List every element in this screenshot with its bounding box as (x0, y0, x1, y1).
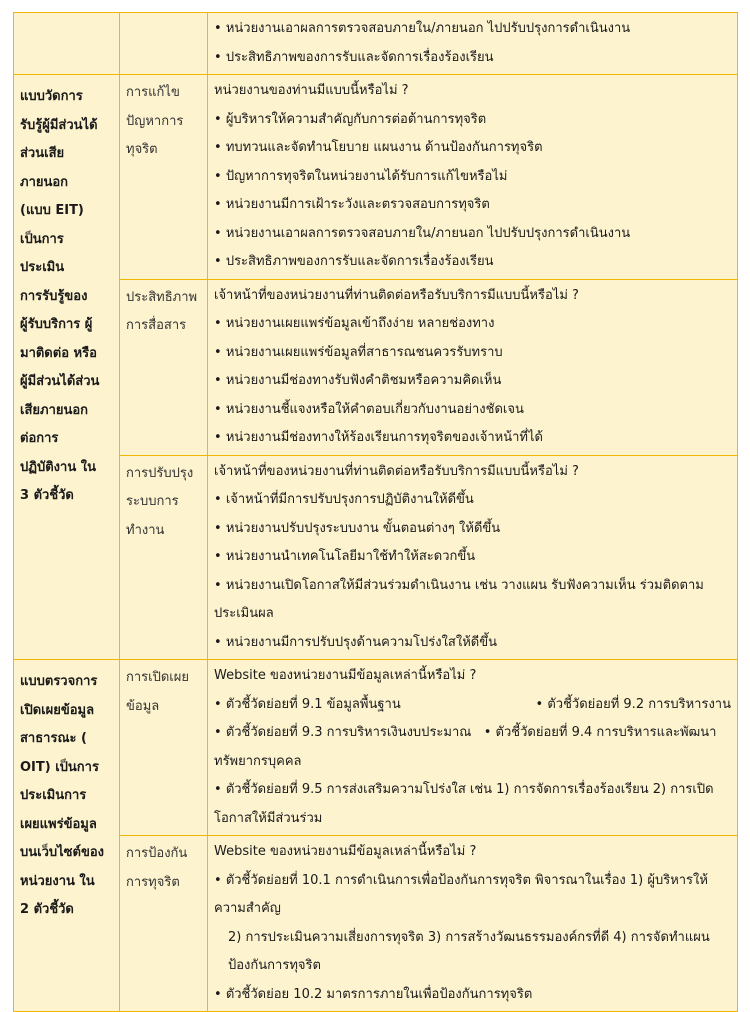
table-row (14, 455, 738, 660)
table-row (14, 13, 738, 75)
items-cell (208, 75, 738, 280)
list-item: • ทบทวนและจัดทำนโยบาย แผนงาน ด้านป้องกันการทุจริต (214, 134, 731, 163)
list-item: • หน่วยงานชี้แจงหรือให้คำตอบเกี่ยวกับงานอย่างชัดเจน (214, 396, 731, 425)
sub-cell: การปรับปรุง ระบบการ ทำงาน (120, 455, 208, 660)
list-item: • ตัวชี้วัดย่อยที่ 9.3 การบริหารเงินงบประมาณ • ตัวชี้วัดย่อยที่ 9.4 การบริหารและพัฒนาทรัพยากรบุคคล (214, 719, 731, 776)
items-cell (208, 660, 738, 836)
list-item: • หน่วยงานปรับปรุงระบบงาน ขั้นตอนต่างๆ ให้ดีขึ้น (214, 515, 731, 544)
list-item: • ตัวชี้วัดย่อยที่ 9.1 ข้อมูลพื้นฐาน (214, 691, 401, 720)
items-cell (208, 13, 738, 75)
table-row (14, 75, 738, 280)
sub-cell: การแก้ไข ปัญหาการ ทุจริต (120, 75, 208, 280)
list-item: • ผู้บริหารให้ความสำคัญกับการต่อต้านการทุจริต (214, 106, 731, 135)
list-item: • หน่วยงานเผยแพร่ข้อมูลเข้าถึงง่าย หลายช่องทาง (214, 310, 731, 339)
assessment-table (13, 12, 738, 1012)
question: Website ของหน่วยงานมีข้อมูลเหล่านี้หรือไม่ ? (214, 844, 477, 859)
list-item: • หน่วยงานมีช่องทางให้ร้องเรียนการทุจริตของเจ้าหน้าที่ได้ (214, 424, 731, 453)
eit-group-cell: แบบวัดการ รับรู้ผู้มีส่วนได้ ส่วนเสีย ภายนอก (แบบ EIT) เป็นการ ประเมิน การรับรู้ของ ผู้รับบริการ ผู้ มาติดต่อ หรือ ผู้มีส่วนได้ส่วน เสียภายนอก ต่อการ ปฏิบัติงาน ใน 3 ตัวชี้วัด (14, 75, 120, 660)
question: เจ้าหน้าที่ของหน่วยงานที่ท่านติดต่อหรือรับบริการมีแบบนี้หรือไม่ ? (214, 463, 579, 479)
list-item: • หน่วยงานนำเทคโนโลยีมาใช้ทำให้สะดวกขึ้น (214, 543, 731, 572)
list-item: • ประสิทธิภาพของการรับและจัดการเรื่องร้องเรียน (214, 248, 731, 277)
list-item: • หน่วยงานมีการเฝ้าระวังและตรวจสอบการทุจริต (214, 191, 731, 220)
list-item: • ประสิทธิภาพของการรับและจัดการเรื่องร้องเรียน (214, 44, 731, 73)
sub-cell (120, 13, 208, 75)
table-row (14, 660, 738, 836)
question: เจ้าหน้าที่ของหน่วยงานที่ท่านติดต่อหรือรับบริการมีแบบนี้หรือไม่ ? (214, 287, 579, 303)
list-item: • หน่วยงานมีการปรับปรุงด้านความโปร่งใสให้ดีขึ้น (214, 629, 731, 658)
list-item: • ปัญหาการทุจริตในหน่วยงานได้รับการแก้ไขหรือไม่ (214, 163, 731, 192)
table-row (14, 279, 738, 455)
sub-cell: การเปิดเผย ข้อมูล (120, 660, 208, 836)
list-item-continuation: 2) การประเมินความเสี่ยงการทุจริต 3) การสร้างวัฒนธรรมองค์กรที่ดี 4) การจัดทำแผนป้องกันการทุจริต (228, 929, 710, 973)
table-row (14, 836, 738, 1012)
oit-group-cell: แบบตรวจการ เปิดเผยข้อมูล สาธารณะ ( OIT) เป็นการ ประเมินการ เผยแพร่ข้อมูล บนเว็บไซต์ของ หน่วยงาน ใน 2 ตัวชี้วัด (14, 660, 120, 1012)
items-cell (208, 836, 738, 1012)
sub-cell: ประสิทธิภาพ การสื่อสาร (120, 279, 208, 455)
list-item: • หน่วยงานมีช่องทางรับฟังคำติชมหรือความคิดเห็น (214, 367, 731, 396)
list-item: • ตัวชี้วัดย่อยที่ 10.1 การดำเนินการเพื่อป้องกันการทุจริต พิจารณาในเรื่อง 1) ผู้บริหารให้ความสำคัญ (214, 867, 731, 924)
list-item: • หน่วยงานเอาผลการตรวจสอบภายใน/ภายนอก ไปปรับปรุงการดำเนินงาน (214, 15, 731, 44)
sub-cell: การป้องกัน การทุจริต (120, 836, 208, 1012)
list-item: • ตัวชี้วัดย่อยที่ 9.2 การบริหารงาน (536, 691, 731, 720)
group-cell (14, 13, 120, 75)
list-item: • หน่วยงานเอาผลการตรวจสอบภายใน/ภายนอก ไปปรับปรุงการดำเนินงาน (214, 220, 731, 249)
list-item: • หน่วยงานเผยแพร่ข้อมูลที่สาธารณชนควรรับทราบ (214, 339, 731, 368)
list-item: • เจ้าหน้าที่มีการปรับปรุงการปฏิบัติงานให้ดีขึ้น (214, 486, 731, 515)
list-item: • ตัวชี้วัดย่อยที่ 9.5 การส่งเสริมความโปร่งใส เช่น 1) การจัดการเรื่องร้องเรียน 2) การเปิดโอกาสให้มีส่วนร่วม (214, 776, 731, 833)
list-item: • หน่วยงานเปิดโอกาสให้มีส่วนร่วมดำเนินงาน เช่น วางแผน รับฟังความเห็น ร่วมติดตามประเมินผล (214, 572, 731, 629)
question: หน่วยงานของท่านมีแบบนี้หรือไม่ ? (214, 83, 409, 98)
indicator-pair (214, 691, 731, 720)
list-item: • ตัวชี้วัดย่อย 10.2 มาตรการภายในเพื่อป้องกันการทุจริต (214, 981, 731, 1010)
question: Website ของหน่วยงานมีข้อมูลเหล่านี้หรือไม่ ? (214, 668, 477, 683)
items-cell (208, 455, 738, 660)
items-cell (208, 279, 738, 455)
